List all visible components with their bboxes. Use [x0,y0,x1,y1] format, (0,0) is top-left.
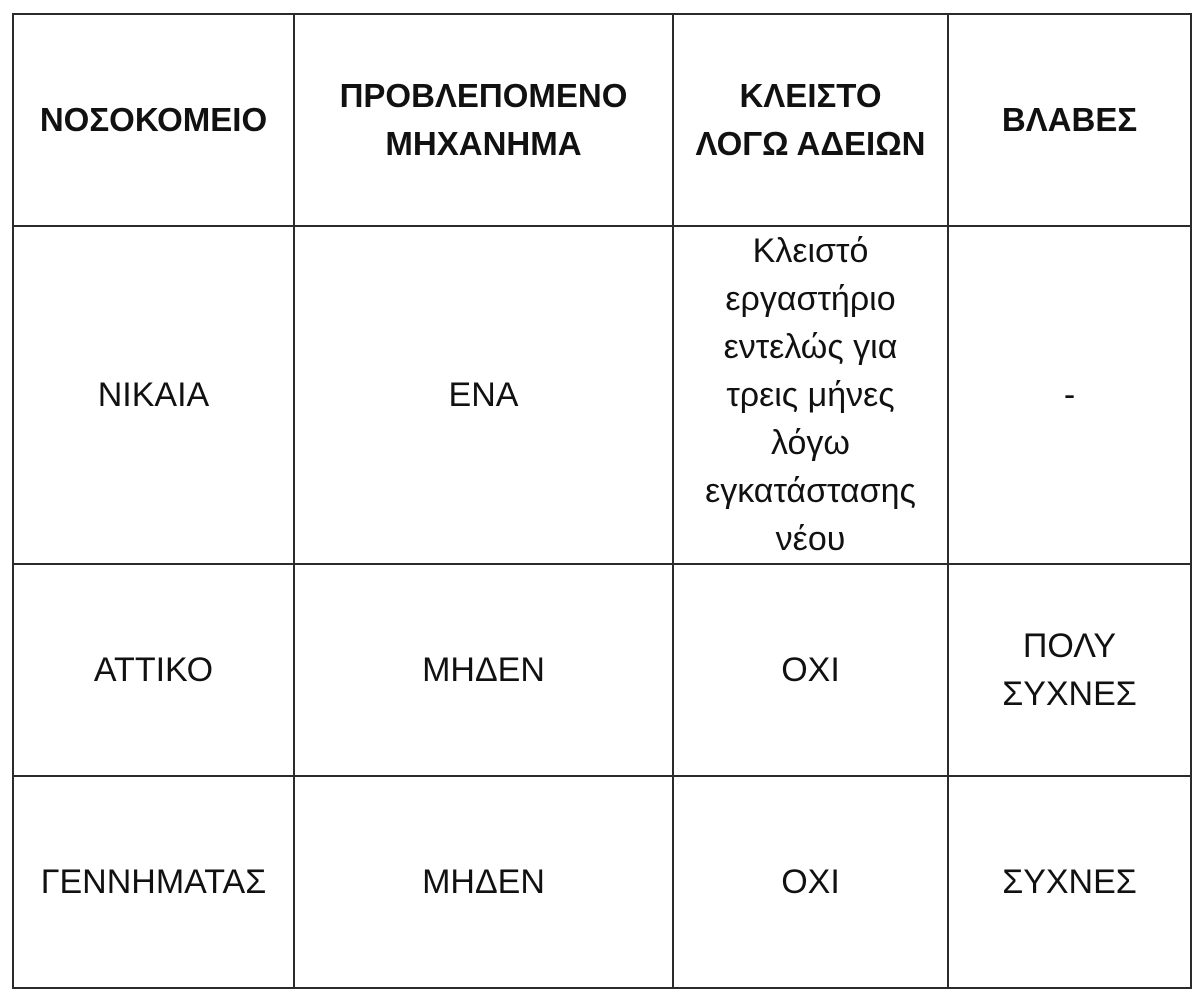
cell-closed-due-to-licenses: ΟΧΙ [673,564,948,776]
cell-hospital: ΓΕΝΝΗΜΑΤΑΣ [13,776,294,988]
table-row [13,226,1191,564]
cell-hospital: ΑΤΤΙΚΟ [13,564,294,776]
cell-damages: - [948,226,1191,564]
cell-damages: ΣΥΧΝΕΣ [948,776,1191,988]
cell-expected-machine: ΕΝΑ [294,226,673,564]
cell-hospital: ΝΙΚΑΙΑ [13,226,294,564]
cell-closed-due-to-licenses: Κλειστό εργαστήριο εντελώς για τρεις μήνες λόγω εγκατάστασης νέου [673,226,948,564]
header-closed-due-to-licenses: ΚΛΕΙΣΤΟ ΛΟΓΩ ΑΔΕΙΩΝ [673,14,948,226]
header-expected-machine: ΠΡΟΒΛΕΠΟΜΕΝΟ ΜΗΧΑΝΗΜΑ [294,14,673,226]
cell-expected-machine: ΜΗΔΕΝ [294,776,673,988]
header-damages: ΒΛΑΒΕΣ [948,14,1191,226]
hospital-table [12,13,1192,989]
cell-closed-due-to-licenses: ΟΧΙ [673,776,948,988]
table-row [13,776,1191,988]
table-row [13,564,1191,776]
cell-expected-machine: ΜΗΔΕΝ [294,564,673,776]
table-header-row [13,14,1191,226]
header-hospital: ΝΟΣΟΚΟΜΕΙΟ [13,14,294,226]
cell-damages: ΠΟΛΥ ΣΥΧΝΕΣ [948,564,1191,776]
